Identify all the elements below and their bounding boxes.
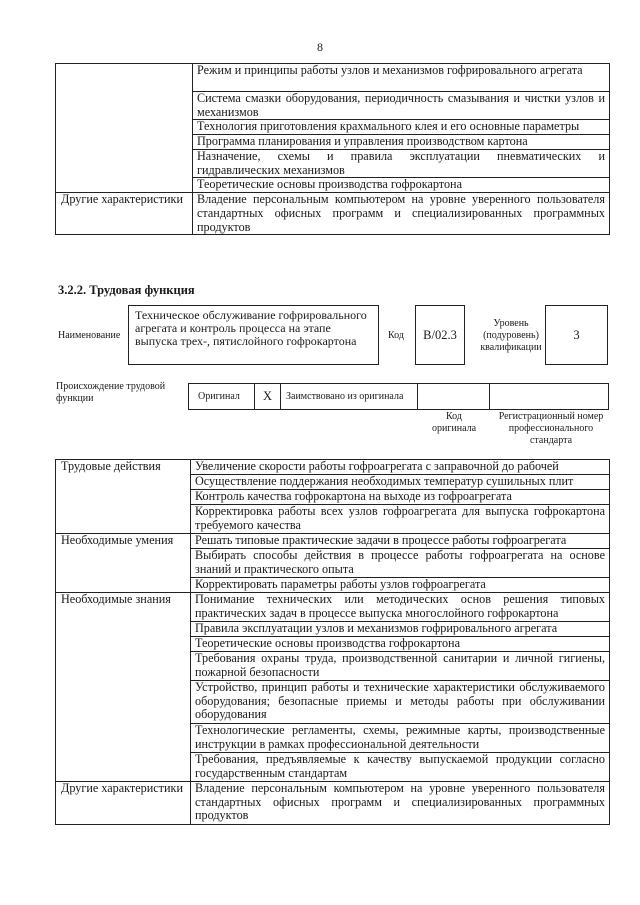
list-item: Назначение, схемы и правила эксплуатации пневматических и гидравлических механизмов <box>193 150 610 178</box>
table-row <box>56 782 610 825</box>
row-label: Трудовые действия <box>56 460 191 534</box>
page-number: 8 <box>317 40 323 54</box>
list-item: Контроль качества гофрокартона на выходе из гофроагрегата <box>191 490 610 505</box>
row-label: Другие характеристики <box>56 193 193 235</box>
function-name-box <box>128 305 379 365</box>
origin-original-cell <box>188 383 255 410</box>
list-item: Владение персональным компьютером на уровне уверенного пользователя стандартных офисных программ и специализированных программных продуктов <box>193 193 610 235</box>
list-item: Требования охраны труда, производственной санитарии и личной гигиены, пожарной безопасности <box>191 652 610 681</box>
origin-code-cell <box>417 383 490 410</box>
table-row <box>56 593 610 622</box>
reg-caption: Регистрационный номер профессионального стандарта <box>498 411 604 446</box>
list-item: Режим и принципы работы узлов и механизмов гофрировального агрегата <box>193 64 610 92</box>
list-item: Выбирать способы действия в процессе работы гофроагрегата на основе знаний и практического опыта <box>191 549 610 578</box>
list-item: Система смазки оборудования, периодичность смазывания и чистки узлов и механизмов <box>193 92 610 120</box>
main-table <box>55 459 610 825</box>
list-item: Корректировать параметры работы узлов гофроагрегата <box>191 578 610 593</box>
list-item: Понимание технических или методических основ решения типовых практических задач в процессе выпуска многослойного гофрокартона <box>191 593 610 622</box>
list-item: Требования, предъявляемые к качеству выпускаемой продукции согласно государственным стандартам <box>191 753 610 782</box>
list-item: Программа планирования и управления производством картона <box>193 135 610 150</box>
code-value: В/02.3 <box>423 327 457 342</box>
row-label <box>56 64 193 193</box>
code-box <box>415 305 465 365</box>
origin-reg-cell <box>489 383 609 410</box>
original-label: Оригинал <box>198 391 240 402</box>
table-row <box>56 64 610 92</box>
section-title: 3.2.2. Трудовая функция <box>58 283 195 297</box>
row-label: Необходимые умения <box>56 534 191 593</box>
list-item: Владение персональным компьютером на уровне уверенного пользователя стандартных офисных программ и специализированных программных продуктов <box>191 782 610 825</box>
list-item: Правила эксплуатации узлов и механизмов гофрировального агрегата <box>191 622 610 637</box>
borrowed-label: Заимствовано из оригинала <box>286 391 404 402</box>
origin-label: Происхождение трудовой функции <box>56 381 166 404</box>
level-box <box>545 305 608 365</box>
table-row <box>56 534 610 549</box>
list-item: Решать типовые практические задачи в процессе работы гофроагрегата <box>191 534 610 549</box>
name-label: Наименование <box>58 330 121 341</box>
list-item: Теоретические основы производства гофрокартона <box>193 178 610 193</box>
list-item: Технология приготовления крахмального клея и его основные параметры <box>193 120 610 135</box>
table-row <box>56 193 610 235</box>
row-label: Другие характеристики <box>56 782 191 825</box>
origin-borrowed-cell <box>280 383 418 410</box>
function-name: Техническое обслуживание гофрировального агрегата и контроль процесса на этапе выпуска трех-, пятислойного гофрокартона <box>135 308 367 348</box>
level-value: 3 <box>573 327 580 342</box>
list-item: Устройство, принцип работы и технические характеристики обслуживаемого оборудования; безопасные приемы и методы работы при обслуживании оборудования <box>191 681 610 724</box>
code-caption: Код оригинала <box>431 411 477 434</box>
top-table <box>55 63 610 235</box>
original-mark: X <box>262 389 273 403</box>
list-item: Осуществление поддержания необходимых температур сушильных плит <box>191 475 610 490</box>
list-item: Увеличение скорости работы гофроагрегата с заправочной до рабочей <box>191 460 610 475</box>
level-label: Уровень (подуровень) квалификации <box>480 318 542 353</box>
table-row <box>56 460 610 475</box>
row-label: Необходимые знания <box>56 593 191 782</box>
origin-mark-cell <box>254 383 281 410</box>
code-label: Код <box>388 330 404 341</box>
list-item: Теоретические основы производства гофрокартона <box>191 637 610 652</box>
list-item: Корректировка работы всех узлов гофроагрегата для выпуска гофрокартона требуемого качества <box>191 505 610 534</box>
list-item: Технологические регламенты, схемы, режимные карты, производственные инструкции в рамках профессиональной деятельности <box>191 724 610 753</box>
